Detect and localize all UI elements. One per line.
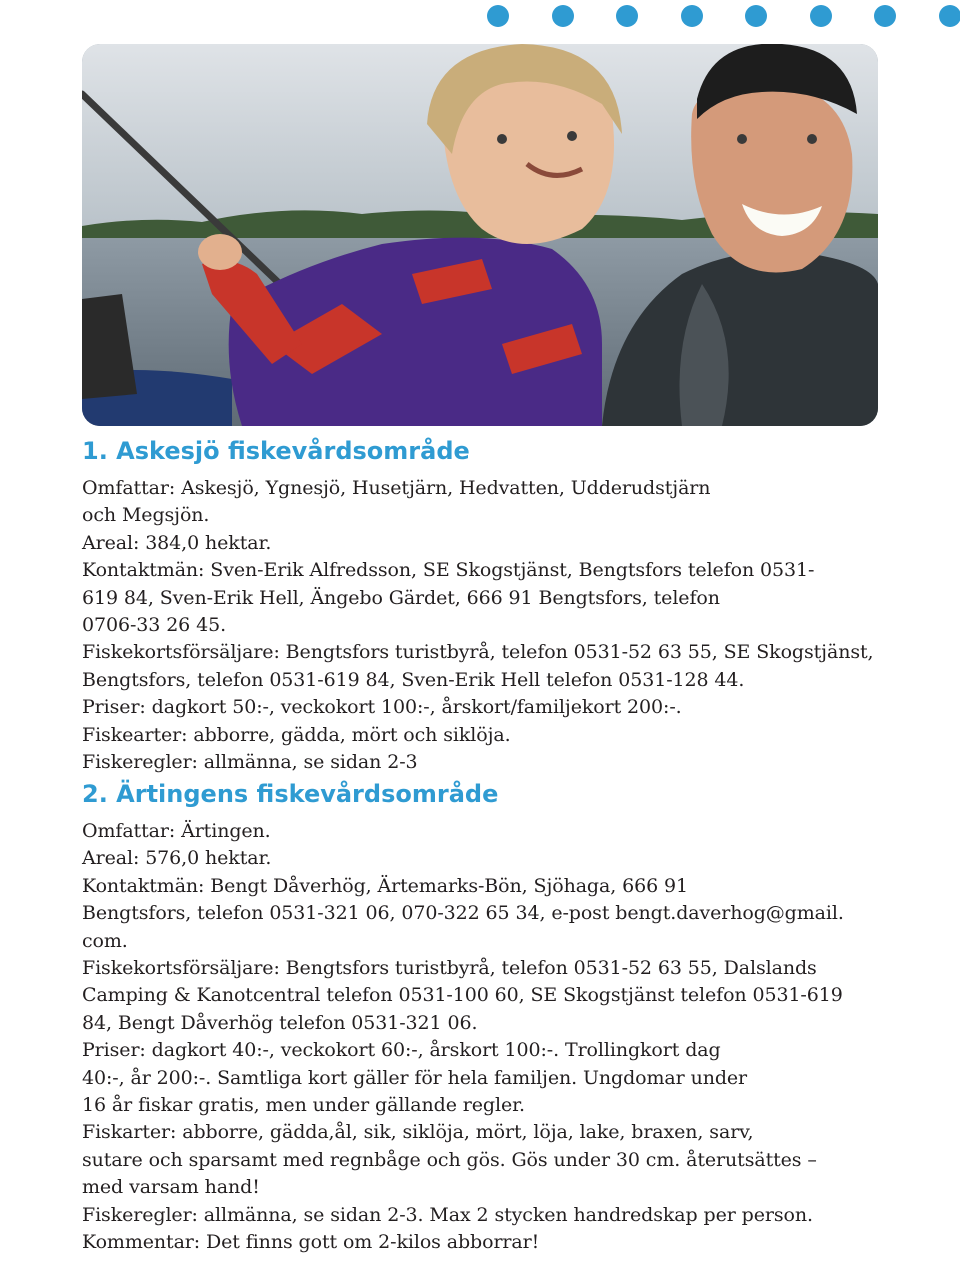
decorative-dots xyxy=(487,5,960,29)
text-line: Fiskeregler: allmänna, se sidan 2-3. Max 2 stycken handredskap per person. xyxy=(82,1203,813,1226)
dot xyxy=(810,5,832,27)
photo-icon xyxy=(82,44,878,426)
text-line: med varsam hand! xyxy=(82,1176,260,1199)
section-askesjo xyxy=(82,436,882,776)
text-line: Omfattar: Ärtingen. xyxy=(82,820,271,842)
dot xyxy=(487,5,509,27)
section-heading: 2. Ärtingens fiskevårdsområde xyxy=(82,780,499,808)
text-line: sutare och sparsamt med regnbåge och gös. Gös under 30 cm. återutsättes – xyxy=(82,1148,817,1171)
dot xyxy=(745,5,767,27)
text-line: 84, Bengt Dåverhög telefon 0531-321 06. xyxy=(82,1011,478,1034)
dot xyxy=(874,5,896,27)
text-line: 40:-, år 200:-. Samtliga kort gäller för hela familjen. Ungdomar under xyxy=(82,1066,748,1089)
section-heading: 1. Askesjö fiskevårdsområde xyxy=(82,437,470,465)
text-line: Priser: dagkort 50:-, veckokort 100:-, årskort/familjekort 200:-. xyxy=(82,696,682,719)
dot xyxy=(552,5,574,27)
text-line: 619 84, Sven-Erik Hell, Ängebo Gärdet, 666 91 Bengtsfors, telefon xyxy=(82,586,720,609)
section-artingen xyxy=(82,779,882,1257)
text-line: Kontaktmän: Sven-Erik Alfredsson, SE Skogstjänst, Bengtsfors telefon 0531- xyxy=(82,559,815,582)
text-line: och Megsjön. xyxy=(82,504,210,527)
text-line: Fiskearter: abborre, gädda, mört och siklöja. xyxy=(82,723,511,746)
text-line: Areal: 576,0 hektar. xyxy=(82,847,272,870)
text-line: Fiskekortsförsäljare: Bengtsfors turistbyrå, telefon 0531-52 63 55, Dalslands xyxy=(82,957,817,980)
text-line: Kontaktmän: Bengt Dåverhög, Ärtemarks-Bön, Sjöhaga, 666 91 xyxy=(82,874,688,897)
text-line: Omfattar: Askesjö, Ygnesjö, Husetjärn, Hedvatten, Udderudstjärn xyxy=(82,477,711,499)
text-line: Fiskeregler: allmänna, se sidan 2-3 xyxy=(82,751,418,774)
dot xyxy=(939,5,960,27)
dot xyxy=(616,5,638,27)
fishing-photo xyxy=(82,44,878,426)
text-line: Fiskarter: abborre, gädda,ål, sik, siklöja, mört, löja, lake, braxen, sarv, xyxy=(82,1121,754,1144)
text-line: Fiskekortsförsäljare: Bengtsfors turistbyrå, telefon 0531-52 63 55, SE Skogstjänst, xyxy=(82,641,874,664)
text-line: Areal: 384,0 hektar. xyxy=(82,531,272,554)
text-line: Bengtsfors, telefon 0531-619 84, Sven-Erik Hell telefon 0531-128 44. xyxy=(82,668,745,691)
dot xyxy=(681,5,703,27)
text-line: Kommentar: Det finns gott om 2-kilos abborrar! xyxy=(82,1231,540,1254)
text-line: 0706-33 26 45. xyxy=(82,614,227,637)
text-line: 16 år fiskar gratis, men under gällande regler. xyxy=(82,1094,525,1117)
text-line: Camping & Kanotcentral telefon 0531-100 60, SE Skogstjänst telefon 0531-619 xyxy=(82,984,843,1007)
text-line: Bengtsfors, telefon 0531-321 06, 070-322 65 34, e-post bengt.daverhog@gmail. xyxy=(82,902,844,925)
text-line: Priser: dagkort 40:-, veckokort 60:-, årskort 100:-. Trollingkort dag xyxy=(82,1039,721,1062)
text-line: com. xyxy=(82,929,128,952)
